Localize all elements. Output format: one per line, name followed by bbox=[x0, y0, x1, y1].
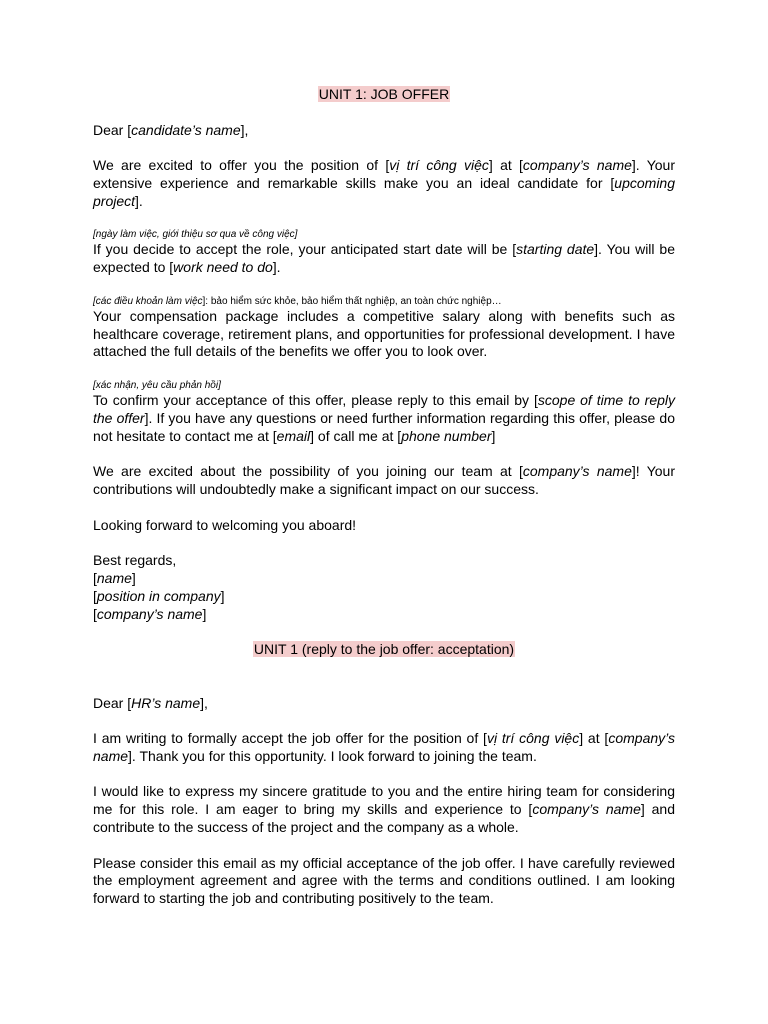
placeholder-text: name bbox=[96, 569, 132, 586]
placeholder-text: company’s name bbox=[522, 157, 632, 174]
text-run: ] bbox=[131, 569, 136, 586]
unit1-paragraph-1 bbox=[93, 157, 675, 210]
signature-position bbox=[93, 588, 675, 606]
reply-paragraph-1 bbox=[93, 730, 675, 766]
unit1-reply-heading bbox=[93, 641, 675, 659]
unit1-paragraph-4 bbox=[93, 392, 675, 445]
text-run: [ bbox=[93, 605, 97, 622]
greeting-post: ], bbox=[240, 121, 249, 138]
text-run: ]. You will be expected to [ bbox=[93, 241, 675, 276]
placeholder-text: [các điều khoản làm việc bbox=[93, 295, 203, 307]
greeting-var: candidate’s name bbox=[131, 121, 241, 138]
text-run: To confirm your acceptance of this offer, please reply to this email by [ bbox=[93, 391, 538, 408]
text-run: We are excited about the possibility of you joining our team at [ bbox=[93, 463, 523, 480]
reply-paragraph-3 bbox=[93, 855, 675, 908]
unit1-note-1 bbox=[93, 228, 675, 241]
placeholder-text: starting date bbox=[516, 241, 595, 258]
placeholder-text: upcoming project bbox=[93, 174, 675, 209]
text-run: ] and contribute to the success of the project and the company as a whole. bbox=[93, 801, 676, 836]
text-run: [ bbox=[93, 569, 97, 586]
placeholder-text: company’s name bbox=[93, 730, 675, 764]
unit1-reply-title: UNIT 1 (reply to the job offer: acceptation) bbox=[253, 641, 515, 658]
text-run: ] of call me at [ bbox=[310, 427, 402, 444]
reply-greeting bbox=[93, 695, 675, 713]
placeholder-text: [xác nhận, yêu cầu phản hồi] bbox=[93, 379, 221, 391]
text-run: We are excited to offer you the position of [ bbox=[93, 157, 390, 174]
signature-name bbox=[93, 570, 675, 588]
placeholder-text: position in company bbox=[96, 587, 221, 604]
text-run: ] bbox=[491, 427, 496, 444]
text-run: ] bbox=[220, 587, 225, 604]
signature-company bbox=[93, 606, 675, 624]
text-run: I would like to express my sincere gratitude to you and the entire hiring team for considering me for this role. I am eager to bring my skills and experience to [ bbox=[93, 783, 675, 818]
text-run: I am writing to formally accept the job offer for the position of [ bbox=[93, 730, 487, 747]
text-run: ]. If you have any questions or need further information regarding this offer, please do not hesitate to contact me at [ bbox=[93, 409, 675, 444]
document-page bbox=[93, 86, 675, 908]
placeholder-text: company’s name bbox=[532, 801, 641, 818]
text-run: ]! Your contributions will undoubtedly make a significant impact on our success. bbox=[93, 463, 675, 497]
placeholder-text: HR’s name bbox=[131, 694, 201, 711]
unit1-paragraph-6 bbox=[93, 517, 675, 535]
unit1-paragraph-2 bbox=[93, 241, 675, 277]
text-run: Looking forward to welcoming you aboard! bbox=[93, 516, 357, 533]
placeholder-text: [ngày làm việc, giới thiệu sơ qua về công việc] bbox=[93, 229, 298, 241]
text-run: ]. bbox=[135, 192, 143, 209]
text-run: Dear [ bbox=[93, 694, 132, 711]
placeholder-text: company’s name bbox=[522, 463, 632, 480]
placeholder-text: work need to do bbox=[173, 259, 273, 276]
text-run: ] at [ bbox=[579, 730, 609, 747]
unit1-paragraph-3 bbox=[93, 308, 675, 361]
placeholder-text: vị trí công việc bbox=[486, 730, 580, 747]
unit1-paragraph-5 bbox=[93, 463, 675, 499]
unit1-greeting bbox=[93, 122, 675, 140]
text-run: ] at [ bbox=[488, 157, 523, 174]
text-run: [ bbox=[93, 587, 97, 604]
text-run: ]. Your extensive experience and remarkable skills make you an ideal candidate for [ bbox=[93, 157, 676, 191]
placeholder-text: email bbox=[276, 427, 311, 444]
placeholder-text: company’s name bbox=[96, 605, 203, 622]
text-run: ] bbox=[202, 605, 207, 622]
text-run: ]: bảo hiểm sức khỏe, bảo hiểm thất nghiệp, an toàn chức nghiệp… bbox=[202, 295, 502, 307]
text-run: If you decide to accept the role, your anticipated start date will be [ bbox=[93, 241, 517, 258]
closing: Best regards, bbox=[93, 552, 177, 569]
placeholder-text: phone number bbox=[401, 427, 492, 444]
unit1-heading bbox=[93, 86, 675, 104]
text-run: ], bbox=[200, 694, 208, 711]
unit1-note-3 bbox=[93, 379, 675, 392]
text-run: ]. bbox=[272, 259, 281, 276]
placeholder-text: vị trí công việc bbox=[389, 157, 489, 174]
greeting-pre: Dear [ bbox=[93, 121, 132, 138]
unit1-note-2 bbox=[93, 295, 675, 308]
unit1-title: UNIT 1: JOB OFFER bbox=[318, 86, 450, 102]
text-run: ]. Thank you for this opportunity. I look forward to joining the team. bbox=[128, 747, 537, 764]
placeholder-text: scope of time to reply the offer bbox=[93, 391, 676, 426]
text-run: Your compensation package includes a competitive salary along with benefits such as healthcare coverage, retirement plans, and opportunities for professional development. I have attached the full details of the benefits we offer you to look over. bbox=[93, 307, 675, 360]
reply-paragraph-2 bbox=[93, 783, 675, 836]
text-run: Please consider this email as my official acceptance of the job offer. I have carefully reviewed the employment agreement and agree with the terms and conditions outlined. I am looking forward to starting the job and contributing positively to the team. bbox=[93, 854, 675, 907]
